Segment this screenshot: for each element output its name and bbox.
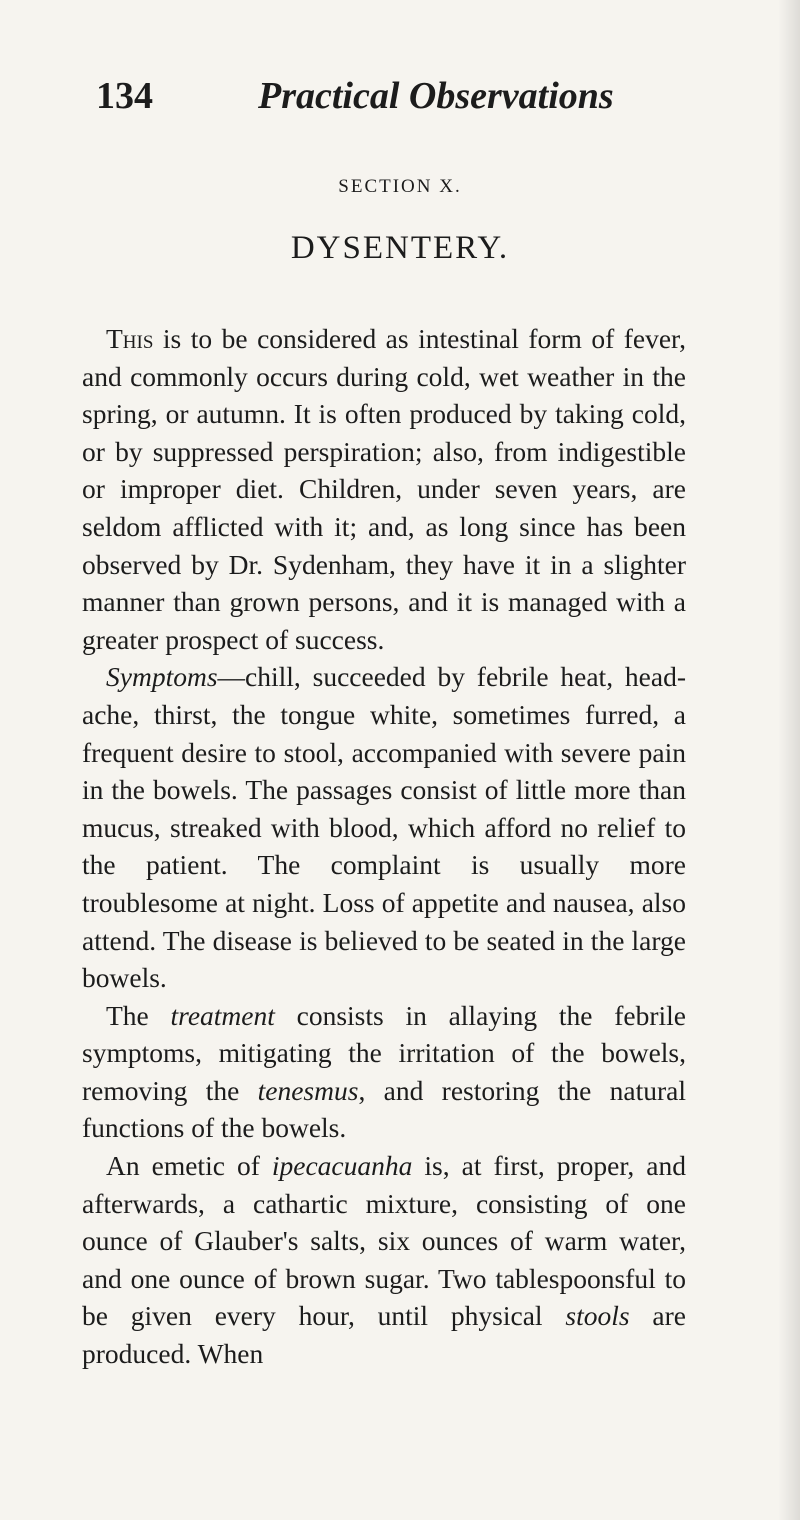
running-title: Practical Observations — [258, 75, 614, 117]
text-segment: consists in allaying the febrile symptoms, mitigating the irritation of the bowels, removing the — [82, 999, 686, 1106]
text-segment: The — [106, 999, 171, 1031]
paragraph-symptoms — [82, 658, 686, 996]
body-text — [82, 320, 686, 1373]
text-segment: are produced. When — [82, 1300, 687, 1370]
italic-term-treatment: treatment — [170, 999, 275, 1031]
symptoms-heading: Symptoms — [106, 661, 218, 693]
italic-term-tenesmus: tenesmus — [257, 1074, 359, 1106]
page-number: 134 — [96, 75, 153, 117]
italic-term-ipecacuanha: ipecacuanha — [271, 1150, 413, 1182]
paragraph-treatment — [82, 997, 686, 1147]
paragraph-intro — [82, 320, 686, 658]
page-edge-shadow — [778, 0, 800, 1520]
paragraph-text: is to be considered as intestinal form of fever, and commonly occurs during cold, wet weather in the spring, or autumn. It is often produced by taking cold, or by suppressed perspiration; also, from indigestible or improper diet. Children, under seven years, are seldom afflicted with it; and, as long since has been observed by Dr. Sydenham, they have it in a slighter manner than grown persons, and it is managed with a greater prospect of success. — [82, 323, 686, 655]
section-label: SECTION X. — [338, 176, 462, 197]
text-segment: An emetic of — [106, 1150, 272, 1182]
text-segment: is, at first, proper, and afterwards, a cathartic mixture, consisting of one ounce of Glauber's salts, six ounces of warm water, and one ounce of brown sugar. Two tablespoonsful to be given every hour, until physical — [82, 1150, 686, 1332]
paragraph-lead-word: This — [106, 323, 154, 354]
page-header — [96, 74, 650, 124]
paragraph-emetic — [82, 1147, 686, 1373]
italic-term-stools: stools — [565, 1300, 630, 1332]
text-segment: , and restoring the natural functions of the bowels. — [82, 1074, 686, 1144]
paragraph-text: —chill, succeeded by febrile heat, head-ache, thirst, the tongue white, sometimes furred, a frequent desire to stool, accompanied with severe pain in the bowels. The passages consist of little more than mucus, streaked with blood, which afford no relief to the patient. The complaint is usually more troublesome at night. Loss of appetite and nausea, also attend. The disease is believed to be seated in the large bowels. — [82, 661, 686, 994]
chapter-title: DYSENTERY. — [290, 230, 510, 266]
